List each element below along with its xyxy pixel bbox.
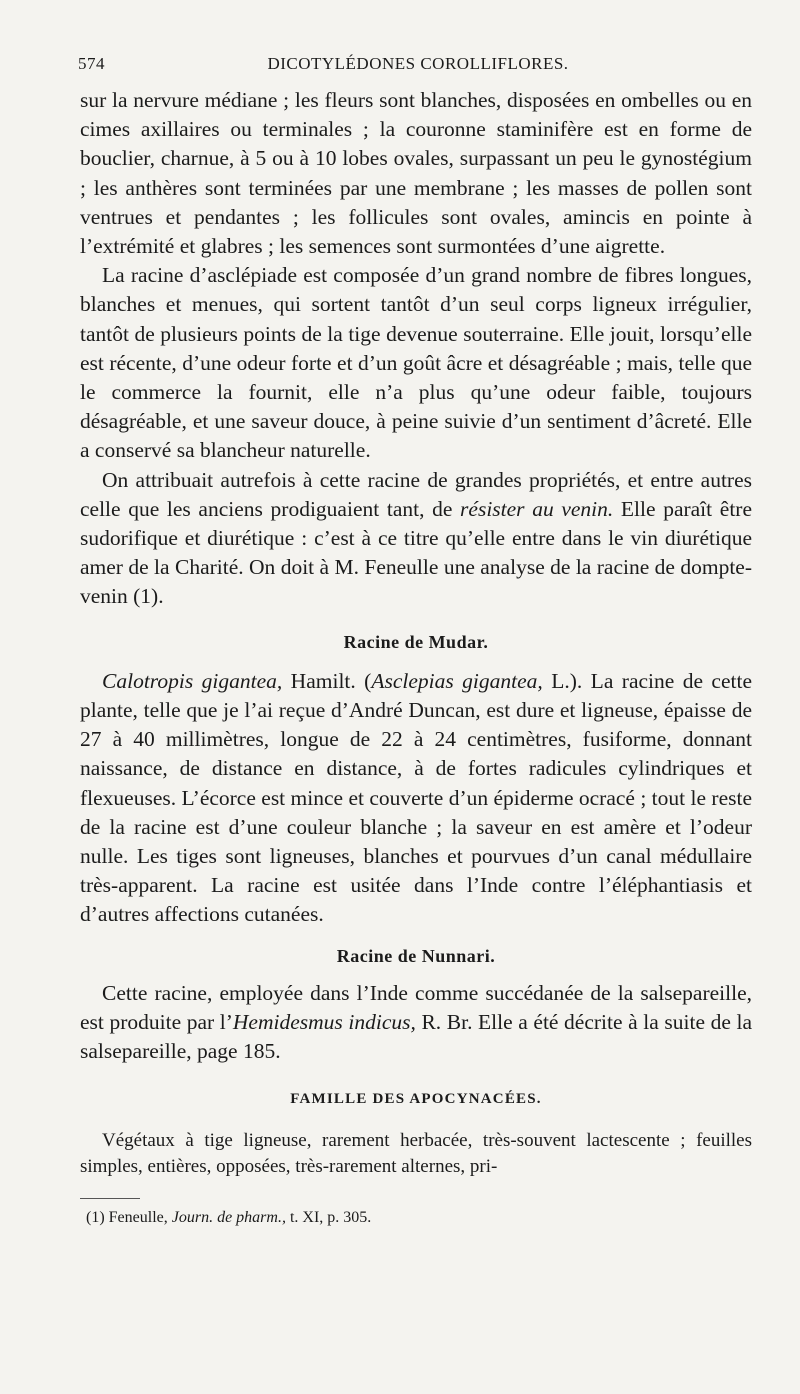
page-body (80, 86, 752, 1229)
paragraph-asclepiade-root: La racine d’asclépiade est composée d’un grand nombre de fibres longues, blanches et menues, qui sortent tantôt d’un seul corps ligneux irrégulier, tantôt de plusieurs points de la tige devenue souterraine. Elle jouit, lorsqu’elle est récente, d’une odeur forte et d’un goût âcre et désagréable ; mais, telle que le commerce la fournit, elle n’a plus qu’une odeur faible, toujours désagréable, et une saveur douce, à peine suivie d’un sentiment d’âcreté. Elle a conservé sa blancheur naturelle. (80, 263, 752, 463)
footnote-divider (80, 1198, 140, 1199)
running-header (78, 48, 758, 78)
italic-phrase: résister au venin. (460, 496, 614, 521)
species-name: Hemidesmus indicus, (232, 1010, 416, 1035)
text-run: Hamilt. ( (282, 668, 372, 693)
journal-title: Journ. de pharm., (171, 1208, 286, 1226)
paragraph-nunnari (80, 979, 752, 1067)
page-number: 574 (78, 54, 105, 73)
paragraph-apocynacees: Végétaux à tige ligneuse, rarement herbacée, très-souvent lactescente ; feuilles simples, entières, opposées, très-rarement alternes, pri- (80, 1129, 752, 1177)
text-run: Elle paraît être sudorifique et diurétique : c’est à ce titre qu’elle entre dans le vin diurétique amer de la Charité. On doit à M. Feneulle une analyse de la racine de dompte-venin (1). (80, 496, 752, 609)
paragraph-properties (80, 466, 752, 612)
species-name: Asclepias gigantea, (371, 668, 543, 693)
section-heading-mudar: Racine de Mudar. (343, 631, 489, 652)
section-heading-nunnari: Racine de Nunnari. (336, 945, 496, 966)
text-run: (1) Feneulle, (86, 1208, 172, 1226)
text-run: R. Br. Elle a été décrite à la suite de la salsepareille, page 185. (80, 1010, 752, 1064)
species-name: Calotropis gigantea, (102, 668, 283, 693)
text-run: On attribuait autrefois à cette racine de grandes propriétés, et entre autres celle que les anciens prodiguaient tant, de (80, 467, 752, 521)
paragraph-mudar (80, 667, 752, 930)
text-run: t. XI, p. 305. (285, 1208, 372, 1226)
running-title: DICOTYLÉDONES COROLLIFLORES. (267, 54, 569, 73)
text-run: Cette racine, employée dans l’Inde comme succédanée de la salsepareille, est produite par l’ (80, 980, 752, 1035)
paragraph-flower-description: sur la nervure médiane ; les fleurs sont blanches, disposées en ombelles ou en cimes axillaires ou terminales ; la couronne staminifère est en forme de bouclier, charnue, à 5 ou à 10 lobes ovales, surpassant un peu le gynostégium ; les anthères sont terminées par une membrane ; les masses de pollen sont ventrues et pendantes ; les follicules sont ovales, amincis en pointe à l’extrémité et glabres ; les semences sont surmontées d’une aigrette. (80, 88, 752, 259)
footnote (80, 1207, 752, 1229)
text-run: L.). La racine de cette plante, telle que je l’ai reçue d’André Duncan, est dure et ligneuse, épaisse de 27 à 40 millimètres, longue de 22 à 24 centimètres, fusiforme, donnant naissance, de distance en distance, à de fortes radicules cylindriques et flexueuses. L’écorce est mince et couverte d’un épiderme ocracé ; tout le reste de la racine est d’une couleur blanche ; la saveur en est amère et l’odeur nulle. Les tiges sont ligneuses, blanches et pourvues d’un canal médullaire très-apparent. La racine est usitée dans l’Inde contre l’éléphantiasis et d’autres affections cutanées. (80, 668, 753, 927)
family-heading: FAMILLE DES APOCYNACÉES. (290, 1090, 542, 1107)
